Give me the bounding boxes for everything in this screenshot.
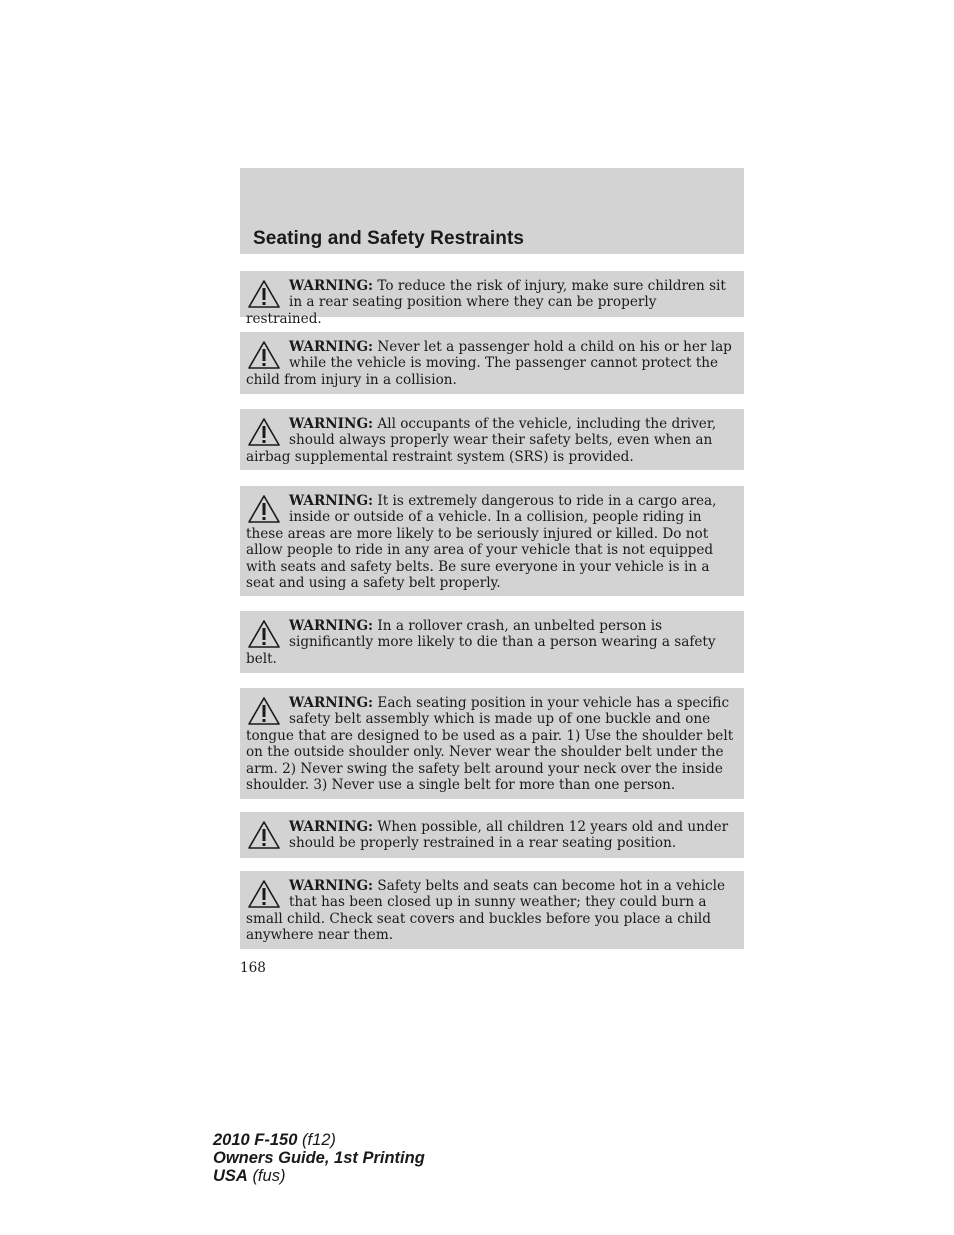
- warning-text: [246, 819, 734, 852]
- warning-text: [246, 878, 734, 944]
- warning-body: It is extremely dangerous to ride in a cargo area, inside or outside of a vehicle. In a collision, people riding in these areas are more likely to be seriously injured or killed. Do not allow people to ride in any area of your vehicle that is not equipped with seats and safety belts. Be sure everyone in your vehicle is in a seat and using a safety belt properly.: [246, 493, 717, 592]
- warning-body: Never let a passenger hold a child on his or her lap while the vehicle is moving. The passenger cannot protect the child from injury in a collision.: [246, 339, 732, 388]
- footer-region-line: [213, 1167, 425, 1185]
- warning-box-1: [240, 271, 744, 327]
- warning-box-4: [240, 486, 744, 596]
- warning-text: [246, 339, 734, 388]
- footer-model: 2010 F-150: [213, 1131, 298, 1149]
- warning-box-2: [240, 332, 744, 394]
- warning-triangle-icon: [247, 340, 281, 370]
- warning-box-8: [240, 871, 744, 949]
- warning-label: WARNING:: [289, 278, 374, 294]
- footer-guide: Owners Guide, 1st Printing: [213, 1149, 425, 1167]
- warning-box-6: [240, 688, 744, 799]
- warning-body: Safety belts and seats can become hot in a vehicle that has been closed up in sunny weather; they could burn a small child. Check seat covers and buckles before you place a child anywhere near them.: [246, 878, 725, 944]
- warning-text: [246, 618, 734, 667]
- warning-label: WARNING:: [289, 618, 374, 634]
- warning-body: In a rollover crash, an unbelted person is significantly more likely to die than a person wearing a safety belt.: [246, 618, 716, 667]
- footer-region-code: (fus): [252, 1167, 286, 1185]
- document-footer: [213, 1131, 425, 1185]
- warning-triangle-icon: [247, 820, 281, 850]
- warning-triangle-icon: [247, 279, 281, 309]
- warning-triangle-icon: [247, 417, 281, 447]
- warning-text: [246, 493, 734, 591]
- warning-body: When possible, all children 12 years old and under should be properly restrained in a rear seating position.: [289, 819, 729, 852]
- warning-text: [246, 695, 734, 793]
- warning-label: WARNING:: [289, 878, 374, 894]
- warning-body: All occupants of the vehicle, including the driver, should always properly wear their safety belts, even when an airbag supplemental restraint system (SRS) is provided.: [246, 416, 717, 465]
- warning-label: WARNING:: [289, 493, 374, 509]
- footer-region: USA: [213, 1167, 248, 1185]
- warning-triangle-icon: [247, 696, 281, 726]
- warning-label: WARNING:: [289, 819, 374, 835]
- warning-label: WARNING:: [289, 416, 374, 432]
- warning-body: Each seating position in your vehicle has a specific safety belt assembly which is made up of one buckle and one tongue that are designed to be used as a pair. 1) Use the shoulder belt on the outside shoulder only. Never wear the shoulder belt under the arm. 2) Never swing the safety belt around your neck over the inside shoulder. 3) Never use a single belt for more than one person.: [246, 695, 734, 794]
- warning-body: To reduce the risk of injury, make sure children sit in a rear seating position where they can be properly restrained.: [246, 278, 726, 327]
- warning-triangle-icon: [247, 494, 281, 524]
- section-title: Seating and Safety Restraints: [253, 228, 525, 249]
- warning-box-3: [240, 409, 744, 470]
- page-number: 168: [240, 960, 266, 976]
- warning-label: WARNING:: [289, 695, 374, 711]
- warning-label: WARNING:: [289, 339, 374, 355]
- warning-text: [246, 278, 734, 327]
- footer-model-line: [213, 1131, 425, 1149]
- warning-box-7: [240, 812, 744, 858]
- footer-model-code: (f12): [302, 1131, 336, 1149]
- warning-text: [246, 416, 734, 465]
- warning-triangle-icon: [247, 879, 281, 909]
- warning-triangle-icon: [247, 619, 281, 649]
- footer-guide-line: [213, 1149, 425, 1167]
- warning-box-5: [240, 611, 744, 673]
